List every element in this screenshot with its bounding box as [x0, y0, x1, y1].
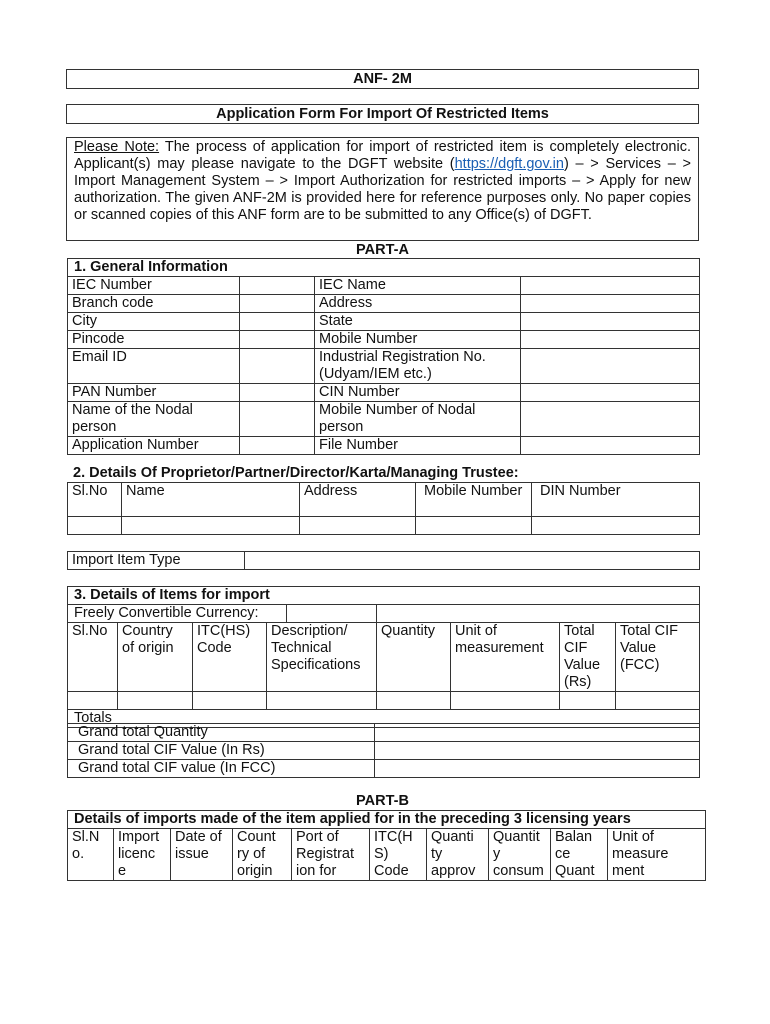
field-value[interactable] [521, 313, 700, 331]
table-row [68, 517, 700, 535]
field-label: Branch code [68, 295, 240, 313]
column-header: Count ry of origin [233, 829, 292, 881]
note-label: Please Note: [74, 139, 160, 155]
table-row [68, 384, 700, 402]
column-header: Date of issue [171, 829, 233, 881]
column-header: Address [300, 483, 416, 517]
import-item-type-table [67, 551, 700, 570]
table-row [68, 277, 700, 295]
column-header: ITC(H S) Code [370, 829, 427, 881]
note-text-2: ) – > Services – > Import Management System – > Import Authorization for restricted imports – > Apply for new authorization. The given ANF-2M is provided here for reference purposes only. No paper copies or scanned copies of this ANF form are to be submitted to any Office(s) of DGFT. [74, 156, 691, 223]
field-label: IEC Name [315, 277, 521, 295]
field-value[interactable] [240, 277, 315, 295]
column-header: Sl.N o. [68, 829, 114, 881]
field-value[interactable] [240, 349, 315, 384]
column-header: Mobile Number [416, 483, 532, 517]
part-b-title: PART-B [356, 793, 409, 809]
field-value[interactable] [240, 402, 315, 437]
field-label: Industrial Registration No. (Udyam/IEM etc.) [315, 349, 521, 384]
import-item-type-value[interactable] [245, 552, 700, 570]
grand-total-cif-fcc-value[interactable] [375, 760, 700, 778]
column-header: Unit of measure ment [608, 829, 706, 881]
table-cell[interactable] [193, 692, 267, 710]
general-info-table [67, 258, 700, 455]
column-header: Sl.No [68, 623, 118, 692]
column-header: Quanti ty approv [427, 829, 489, 881]
items-heading: 3. Details of Items for import [68, 587, 700, 605]
field-value[interactable] [521, 384, 700, 402]
column-header: Total CIF Value (Rs) [560, 623, 616, 692]
field-label: Application Number [68, 437, 240, 455]
field-value[interactable] [521, 402, 700, 437]
items-table [67, 586, 700, 728]
column-header: ITC(HS) Code [193, 623, 267, 692]
grand-total-cif-fcc-label: Grand total CIF value (In FCC) [68, 760, 375, 778]
column-header: DIN Number [532, 483, 700, 517]
table-row [68, 742, 700, 760]
table-cell[interactable] [300, 517, 416, 535]
table-row [68, 692, 700, 710]
column-header: Name [122, 483, 300, 517]
table-cell[interactable] [68, 692, 118, 710]
field-label: IEC Number [68, 277, 240, 295]
form-title: Application Form For Import Of Restricted Items [66, 104, 699, 124]
table-cell[interactable] [122, 517, 300, 535]
currency-label: Freely Convertible Currency: [68, 605, 287, 622]
table-row [68, 724, 700, 742]
table-row [68, 437, 700, 455]
table-row [68, 295, 700, 313]
field-value[interactable] [521, 277, 700, 295]
field-value[interactable] [240, 313, 315, 331]
grand-total-quantity-label: Grand total Quantity [68, 724, 375, 742]
note-text-1: The process of application for import of restricted item is completely electronic. Applicant(s) may please navigate to the DGFT website ( [74, 139, 691, 172]
field-label: Mobile Number [315, 331, 521, 349]
field-value[interactable] [240, 331, 315, 349]
column-header: Port of Registrat ion for [292, 829, 370, 881]
table-cell[interactable] [560, 692, 616, 710]
column-header: Country of origin [118, 623, 193, 692]
field-value[interactable] [521, 331, 700, 349]
proprietor-heading: 2. Details Of Proprietor/Partner/Director/Karta/Managing Trustee: [73, 465, 519, 481]
field-value[interactable] [240, 384, 315, 402]
grand-total-cif-rs-value[interactable] [375, 742, 700, 760]
part-b-heading: Details of imports made of the item applied for in the preceding 3 licensing years [68, 811, 706, 829]
field-label: City [68, 313, 240, 331]
table-row [68, 349, 700, 384]
table-cell[interactable] [118, 692, 193, 710]
table-row [68, 331, 700, 349]
column-header: Description/ Technical Specifications [267, 623, 377, 692]
column-header: Sl.No [68, 483, 122, 517]
column-header: Unit of measurement [451, 623, 560, 692]
table-cell[interactable] [451, 692, 560, 710]
field-label: CIN Number [315, 384, 521, 402]
column-header: Total CIF Value (FCC) [616, 623, 700, 692]
proprietor-table [67, 482, 700, 535]
table-row [68, 760, 700, 778]
table-cell[interactable] [532, 517, 700, 535]
column-header: Quantity [377, 623, 451, 692]
field-label: PAN Number [68, 384, 240, 402]
part-b-table [67, 810, 706, 881]
field-label: State [315, 313, 521, 331]
table-cell[interactable] [68, 517, 122, 535]
field-value[interactable] [521, 295, 700, 313]
field-label: Mobile Number of Nodal person [315, 402, 521, 437]
column-header: Quantit y consum [489, 829, 551, 881]
grand-total-cif-rs-label: Grand total CIF Value (In Rs) [68, 742, 375, 760]
table-cell[interactable] [416, 517, 532, 535]
import-item-type-label: Import Item Type [68, 552, 245, 570]
dgft-link[interactable]: https://dgft.gov.in [454, 156, 564, 172]
grand-total-quantity-value[interactable] [375, 724, 700, 742]
column-header: Import licenc e [114, 829, 171, 881]
field-label: File Number [315, 437, 521, 455]
note-box [66, 137, 699, 241]
field-value[interactable] [240, 437, 315, 455]
column-header: Balan ce Quant [551, 829, 608, 881]
field-value[interactable] [521, 349, 700, 384]
currency-value[interactable] [287, 605, 376, 622]
table-row [68, 402, 700, 437]
table-cell[interactable] [267, 692, 377, 710]
table-cell[interactable] [377, 692, 451, 710]
form-code: ANF- 2M [66, 69, 699, 89]
field-value[interactable] [521, 437, 700, 455]
general-info-heading: 1. General Information [68, 259, 700, 277]
field-label: Email ID [68, 349, 240, 384]
totals-label: Totals [68, 710, 700, 728]
part-a-title: PART-A [356, 242, 409, 258]
field-value[interactable] [240, 295, 315, 313]
table-row [68, 313, 700, 331]
totals-table [67, 723, 700, 778]
table-cell[interactable] [616, 692, 700, 710]
field-label: Pincode [68, 331, 240, 349]
field-label: Address [315, 295, 521, 313]
field-label: Name of the Nodal person [68, 402, 240, 437]
